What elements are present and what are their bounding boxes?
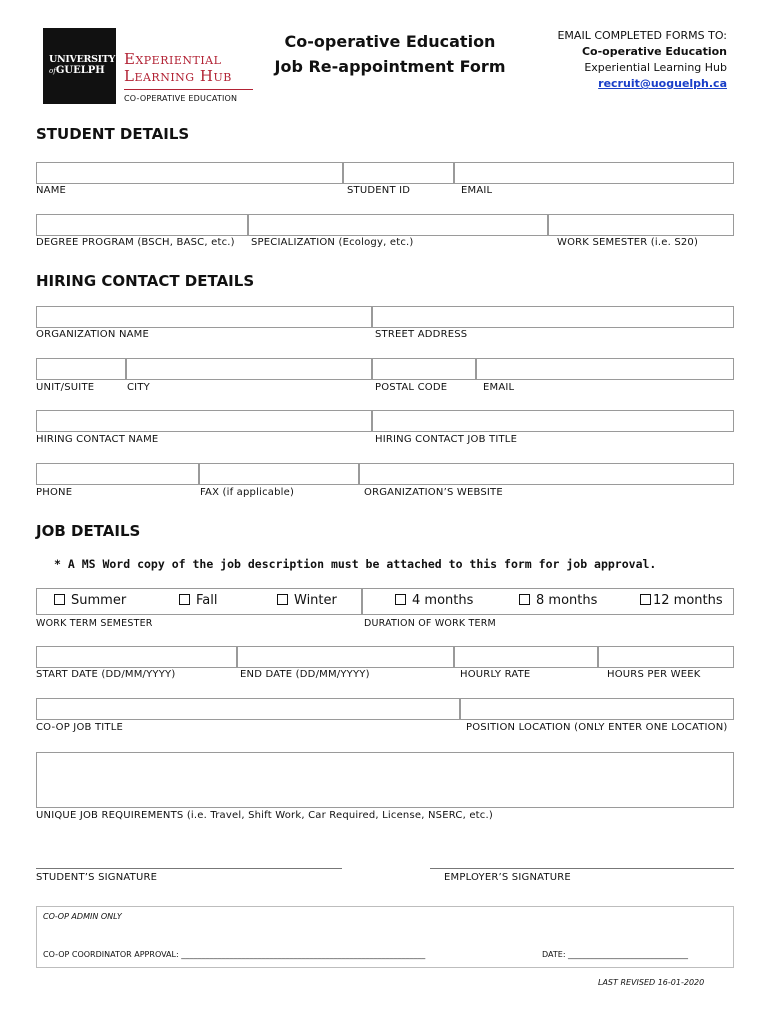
winter-checkbox[interactable]	[277, 593, 337, 608]
website-field[interactable]	[359, 463, 734, 485]
hub-subtitle: CO-OPERATIVE EDUCATION	[124, 94, 238, 103]
form-title-line1: Co-operative Education	[284, 32, 496, 51]
org-name-label: ORGANIZATION NAME	[36, 329, 150, 340]
last-revised: LAST REVISED 16-01-2020	[598, 978, 705, 987]
position-location-label: POSITION LOCATION (ONLY ENTER ONE LOCATION)	[466, 722, 728, 733]
twelve-months-label: 12 months	[653, 593, 723, 608]
hub-line1: Experiential	[124, 50, 222, 68]
email-org: Co-operative Education	[581, 45, 727, 58]
summer-checkbox-square[interactable]	[54, 594, 65, 605]
hiring-email-label: EMAIL	[483, 382, 515, 393]
work-semester-field[interactable]	[548, 214, 734, 236]
email-dept: Experiential Learning Hub	[584, 61, 727, 74]
eight-months-checkbox[interactable]	[519, 593, 597, 608]
employer-signature-line[interactable]	[430, 868, 734, 869]
student-signature-label: STUDENT’S SIGNATURE	[36, 872, 158, 883]
start-date-label: START DATE (DD/MM/YYYY)	[36, 669, 176, 680]
four-months-checkbox[interactable]	[395, 593, 473, 608]
student-email-label: EMAIL	[461, 185, 493, 196]
website-label: ORGANIZATION’S WEBSITE	[364, 487, 503, 498]
form-title-line2: Job Re-appointment Form	[274, 57, 506, 76]
hourly-rate-field[interactable]	[454, 646, 598, 668]
specialization-label: SPECIALIZATION (Ecology, etc.)	[251, 237, 414, 248]
city-label: CITY	[127, 382, 150, 393]
hub-divider	[124, 89, 253, 90]
specialization-field[interactable]	[248, 214, 548, 236]
fall-label: Fall	[196, 593, 218, 608]
phone-field[interactable]	[36, 463, 199, 485]
admin-date-line[interactable]: DATE: ______________________________	[542, 950, 689, 959]
fax-label: FAX (if applicable)	[200, 487, 295, 498]
hours-per-week-field[interactable]	[598, 646, 734, 668]
student-email-field[interactable]	[454, 162, 734, 184]
job-details-heading: JOB DETAILS	[36, 522, 141, 540]
student-id-label: STUDENT ID	[347, 185, 411, 196]
hourly-rate-label: HOURLY RATE	[460, 669, 531, 680]
eight-months-label: 8 months	[536, 593, 598, 608]
fax-field[interactable]	[199, 463, 359, 485]
coop-job-title-field[interactable]	[36, 698, 460, 720]
university-logo	[43, 28, 116, 104]
end-date-label: END DATE (DD/MM/YYYY)	[240, 669, 370, 680]
hub-line2: Learning Hub	[124, 67, 232, 85]
student-name-field[interactable]	[36, 162, 343, 184]
contact-name-field[interactable]	[36, 410, 372, 432]
contact-title-field[interactable]	[372, 410, 734, 432]
degree-program-label: DEGREE PROGRAM (BSCH, BASC, etc.)	[36, 237, 235, 248]
street-address-label: STREET ADDRESS	[375, 329, 468, 340]
hiring-email-field[interactable]	[476, 358, 734, 380]
winter-checkbox-square[interactable]	[277, 594, 288, 605]
student-id-field[interactable]	[343, 162, 454, 184]
winter-label: Winter	[294, 593, 337, 608]
fall-checkbox-square[interactable]	[179, 594, 190, 605]
summer-checkbox[interactable]	[54, 593, 126, 608]
fall-checkbox[interactable]	[179, 593, 217, 608]
postal-code-label: POSTAL CODE	[375, 382, 448, 393]
street-address-field[interactable]	[372, 306, 734, 328]
degree-program-field[interactable]	[36, 214, 248, 236]
logo-of-text: of	[49, 67, 56, 75]
work-semester-label: WORK SEMESTER (i.e. S20)	[557, 237, 699, 248]
four-months-label: 4 months	[412, 593, 474, 608]
student-name-label: NAME	[36, 185, 67, 196]
hiring-details-heading: HIRING CONTACT DETAILS	[36, 272, 255, 290]
email-address-link[interactable]: recruit@uoguelph.ca	[598, 77, 727, 90]
work-term-semester-label: WORK TERM SEMESTER	[36, 618, 153, 629]
student-details-heading: STUDENT DETAILS	[36, 125, 190, 143]
logo-guelph-text: GUELPH	[55, 65, 105, 76]
duration-label: DURATION OF WORK TERM	[364, 618, 496, 629]
coordinator-approval-line[interactable]: CO-OP COORDINATOR APPROVAL: _____________________________________________________________	[43, 950, 426, 959]
unique-requirements-field[interactable]	[36, 752, 734, 808]
org-name-field[interactable]	[36, 306, 372, 328]
postal-code-field[interactable]	[372, 358, 476, 380]
unit-suite-field[interactable]	[36, 358, 126, 380]
eight-months-checkbox-square[interactable]	[519, 594, 530, 605]
summer-label: Summer	[71, 593, 127, 608]
start-date-field[interactable]	[36, 646, 237, 668]
twelve-months-checkbox[interactable]	[640, 593, 723, 608]
contact-name-label: HIRING CONTACT NAME	[36, 434, 159, 445]
logo-university-text: UNIVERSITY	[49, 54, 116, 65]
four-months-checkbox-square[interactable]	[395, 594, 406, 605]
end-date-field[interactable]	[237, 646, 454, 668]
hours-per-week-label: HOURS PER WEEK	[607, 669, 701, 680]
email-to-label: EMAIL COMPLETED FORMS TO:	[557, 29, 727, 42]
employer-signature-label: EMPLOYER’S SIGNATURE	[444, 872, 571, 883]
admin-title: CO-OP ADMIN ONLY	[43, 912, 122, 921]
twelve-months-checkbox-square[interactable]	[640, 594, 651, 605]
position-location-field[interactable]	[460, 698, 734, 720]
unique-requirements-label: UNIQUE JOB REQUIREMENTS (i.e. Travel, Shift Work, Car Required, License, NSERC, etc.)	[36, 810, 493, 821]
contact-title-label: HIRING CONTACT JOB TITLE	[375, 434, 518, 445]
job-description-note: * A MS Word copy of the job description must be attached to this form for job approval.	[54, 557, 657, 571]
student-signature-line[interactable]	[36, 868, 342, 869]
phone-label: PHONE	[36, 487, 73, 498]
city-field[interactable]	[126, 358, 372, 380]
coop-job-title-label: CO-OP JOB TITLE	[36, 722, 124, 733]
unit-suite-label: UNIT/SUITE	[36, 382, 95, 393]
